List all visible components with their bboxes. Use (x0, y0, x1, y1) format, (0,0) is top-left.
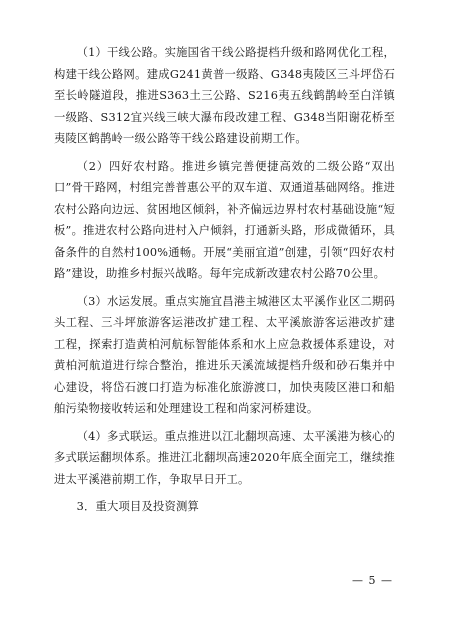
section-heading: 3．重大项目及投资测算 (76, 500, 199, 513)
paragraph-trunk-highways: （1）干线公路。实施国省干线公路提档升级和路网优化工程，构建干线公路网。建成G241黄普一级路、G348夷陵区三斗坪岱石至长岭隧道段，推进S363土三公路、S216夷五线鹤鹊岭至白洋镇一级路、S312宜兴线三峡大瀑布段改建工程、G348当阳谢花桥至夷陵区鹤鹊岭一级公路等干线公路建设前期工作。 (54, 46, 395, 145)
paragraph-rural-roads: （2）四好农村路。推进乡镇完善便捷高效的二级公路“双出口”骨干路网，村组完善普惠公平的双车道、双通道基础网络。推进农村公路向边远、贫困地区倾斜，补齐偏远边界村农村基础设施“短板”。推进农村公路向进村入户倾斜，打通新头路，形成微循环，具备条件的自然村100%通畅。开展“美丽宜道”创建，引领“四好农村路”建设，助推乡村振兴战略。每年完成新改建农村公路70公里。 (54, 159, 395, 280)
paragraph-multimodal-transport: （4）多式联运。重点推进以江北翻坝高速、太平溪港为核心的多式联运翻坝体系。推进江北翻坝高速2020年底全面完工，继续推进太平溪港前期工作，争取早日开工。 (54, 429, 395, 486)
page-number: — 5 — (352, 574, 393, 587)
paragraph-water-transport: （3）水运发展。重点实施宜昌港主城港区太平溪作业区二期码头工程、三斗坪旅游客运港改扩建工程、太平溪旅游客运港改扩建工程，探索打造黄柏河航标智能体系和水上应急救援体系建设，对黄柏河航道进行综合整治，推进乐天溪流域提档升级和砂石集并中心建设，将岱石渡口打造为标准化旅游渡口，加快夷陵区港口和船舶污染物接收转运和处理建设工程和尚家河桥建设。 (54, 294, 395, 415)
